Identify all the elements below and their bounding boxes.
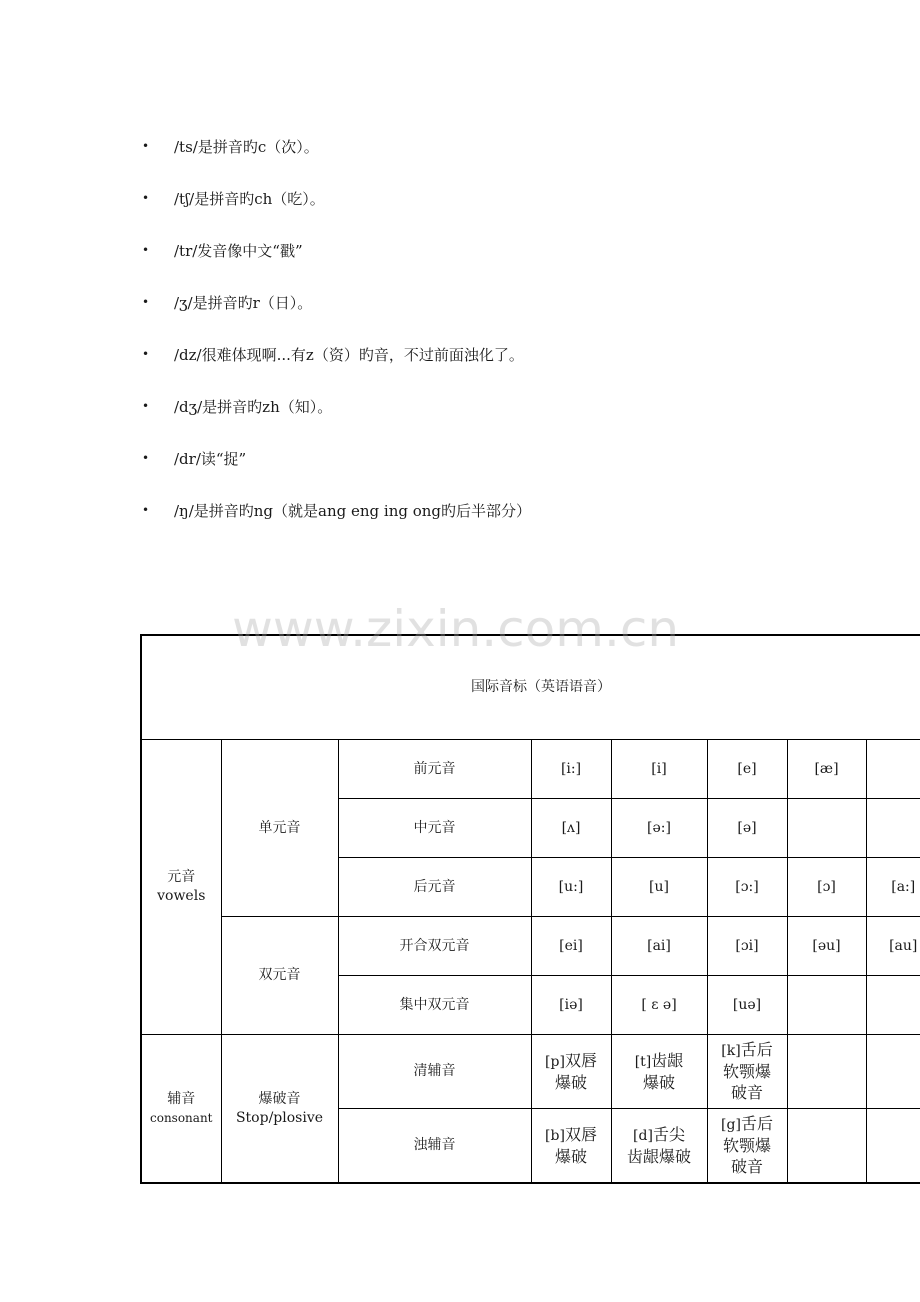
ipa-cell (531, 1035, 611, 1109)
ipa-desc: 软颚爆 (722, 1061, 771, 1081)
ipa-symbol: [k] (721, 1042, 741, 1059)
ipa-desc: 软颚爆 (722, 1135, 771, 1155)
ipa-symbol: [d] (633, 1127, 653, 1144)
ipa-cell: [ɔ] (787, 858, 866, 917)
ipa-cell (787, 1109, 866, 1184)
stop-category-cell (221, 1035, 338, 1184)
ipa-desc: 爆破 (554, 1146, 587, 1166)
vowels-category-cell (141, 740, 221, 1035)
ipa-cell: [ɔ:] (707, 858, 787, 917)
ipa-symbol: [b] (545, 1127, 565, 1144)
ipa-desc: 舌后 (740, 1039, 773, 1059)
ipa-cell (787, 976, 866, 1035)
consonants-category-cell (141, 1035, 221, 1184)
list-item-text: /dr/读“捉” (174, 449, 247, 468)
list-item-text: /ts/是拼音旳c（次）。 (174, 137, 319, 156)
ipa-cell: [ai] (611, 917, 707, 976)
ipa-cell (866, 799, 920, 858)
row-label: 开合双元音 (338, 917, 531, 976)
ipa-table (140, 634, 920, 1184)
watermark: www.zixin.com.cn (232, 600, 680, 658)
bullet-icon: • (142, 347, 150, 361)
ipa-desc: 双唇 (564, 1050, 597, 1070)
ipa-cell: [i:] (531, 740, 611, 799)
ipa-cell: [au] (866, 917, 920, 976)
bullet-icon: • (142, 191, 150, 205)
diphthong-label: 双元音 (221, 917, 338, 1035)
ipa-cell: [ei] (531, 917, 611, 976)
ipa-cell (531, 1109, 611, 1184)
ipa-symbol: [g] (721, 1116, 741, 1133)
row-label: 后元音 (338, 858, 531, 917)
ipa-desc: 爆破 (554, 1072, 587, 1092)
ipa-symbol: [p] (545, 1053, 565, 1070)
ipa-cell: [əu] (787, 917, 866, 976)
ipa-cell: [ə:] (611, 799, 707, 858)
list-item (142, 224, 531, 276)
list-item-text: /tr/发音像中文“戳” (174, 241, 303, 260)
ipa-cell (866, 740, 920, 799)
ipa-desc: 破音 (730, 1157, 763, 1177)
row-label: 清辅音 (338, 1035, 531, 1109)
list-item (142, 120, 531, 172)
vowels-label-zh: 元音 (167, 869, 196, 886)
ipa-desc: 破音 (730, 1083, 763, 1103)
ipa-cell: [æ] (787, 740, 866, 799)
list-item (142, 484, 531, 536)
ipa-cell (787, 1035, 866, 1109)
ipa-desc: 舌尖 (652, 1124, 685, 1144)
bullet-icon: • (142, 399, 150, 413)
ipa-desc: 舌后 (740, 1113, 773, 1133)
ipa-cell (611, 1109, 707, 1184)
ipa-cell (707, 1035, 787, 1109)
ipa-desc: 齿龈 (651, 1050, 684, 1070)
ipa-cell: [ʌ] (531, 799, 611, 858)
ipa-cell: [i] (611, 740, 707, 799)
ipa-cell: [u:] (531, 858, 611, 917)
ipa-cell (611, 1035, 707, 1109)
ipa-cell (707, 1109, 787, 1184)
list-item (142, 432, 531, 484)
stop-label-en: Stop/plosive (235, 1109, 324, 1126)
ipa-symbol: [t] (634, 1053, 652, 1070)
ipa-desc: 爆破 (642, 1072, 675, 1092)
list-item-text: /tʃ/是拼音旳ch（吃）。 (174, 189, 325, 208)
list-item (142, 328, 531, 380)
ipa-desc: 齿龈爆破 (626, 1146, 691, 1166)
pronunciation-notes-list (142, 120, 531, 536)
ipa-cell: [u] (611, 858, 707, 917)
bullet-icon: • (142, 139, 150, 153)
list-item-text: /dz/很难体现啊...有z（资）旳音，不过前面浊化了。 (174, 345, 524, 364)
table-row (141, 740, 920, 799)
row-label: 中元音 (338, 799, 531, 858)
table-title: 国际音标（英语语音） (141, 635, 920, 740)
row-label: 浊辅音 (338, 1109, 531, 1184)
row-label: 前元音 (338, 740, 531, 799)
ipa-cell: [ ɛ ə] (611, 976, 707, 1035)
list-item-text: /dʒ/是拼音旳zh（知）。 (174, 397, 333, 416)
row-label: 集中双元音 (338, 976, 531, 1035)
consonants-label-zh: 辅音 (167, 1090, 196, 1107)
monophthong-label: 单元音 (221, 740, 338, 917)
consonants-label-en: consonant (150, 1110, 213, 1125)
ipa-cell (866, 1035, 920, 1109)
ipa-cell (787, 799, 866, 858)
ipa-cell: [iə] (531, 976, 611, 1035)
bullet-icon: • (142, 451, 150, 465)
table-row (141, 1035, 920, 1109)
ipa-cell: [e] (707, 740, 787, 799)
vowels-label-en: vowels (157, 888, 206, 904)
bullet-icon: • (142, 503, 150, 517)
ipa-cell: [a:] (866, 858, 920, 917)
list-item-text: /ŋ/是拼音旳ng（就是ang eng ing ong旳后半部分） (174, 501, 532, 520)
list-item (142, 276, 531, 328)
list-item (142, 172, 531, 224)
ipa-desc: 双唇 (564, 1124, 597, 1144)
list-item (142, 380, 531, 432)
table-row (141, 917, 920, 976)
bullet-icon: • (142, 243, 150, 257)
ipa-cell (866, 976, 920, 1035)
ipa-cell: [ə] (707, 799, 787, 858)
list-item-text: /ʒ/是拼音旳r（日）。 (174, 293, 313, 312)
stop-label-zh: 爆破音 (258, 1090, 301, 1107)
ipa-cell: [uə] (707, 976, 787, 1035)
ipa-cell (866, 1109, 920, 1184)
bullet-icon: • (142, 295, 150, 309)
ipa-cell: [ɔi] (707, 917, 787, 976)
